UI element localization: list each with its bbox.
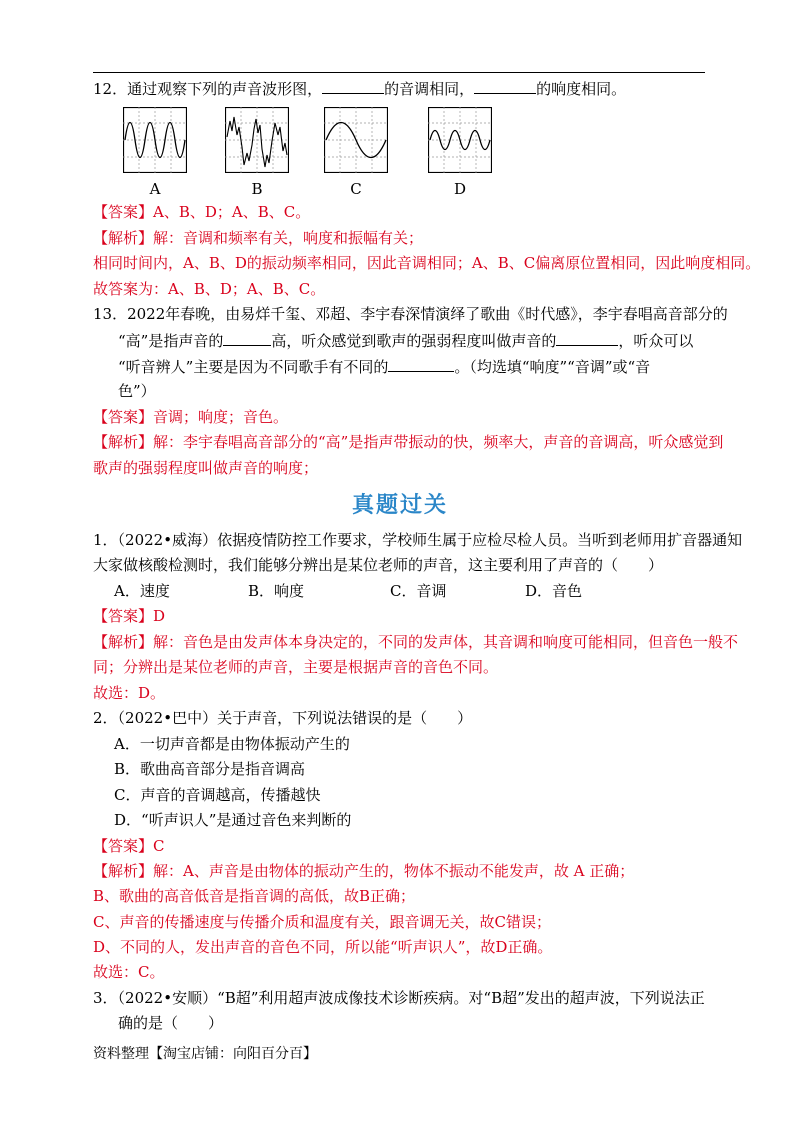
p1-line-1: 1．（2022•威海）依据疫情防控工作要求，学校师生属于应检尽检人员。当听到老师用扩音器通知	[93, 531, 743, 549]
p2-analysis-5: 故选：C。	[93, 963, 165, 981]
footer-note: 资料整理【淘宝店铺：向阳百分百】	[93, 1046, 317, 1062]
p1-line-2: 大家做核酸检测时，我们能够分辨出是某位老师的声音，这主要利用了声音的（ ）	[93, 556, 664, 574]
p2-analysis-4: D、不同的人，发出声音的音色不同，所以能“听声识人”，故D正确。	[93, 938, 553, 956]
p2-option-c: C．声音的音调越高，传播越快	[114, 786, 321, 804]
p2-option-d: D．“听声识人”是通过音色来判断的	[114, 811, 352, 829]
p2-analysis-1: 【解析】解：A、声音是由物体的振动产生的，物体不振动不能发声，故 A 正确；	[93, 862, 635, 880]
section-title: 真题过关	[351, 493, 448, 518]
p1-analysis-3: 故选：D。	[93, 684, 166, 702]
waveform-label-a: A	[149, 180, 161, 198]
waveform-label-c: C	[350, 180, 362, 198]
waveform-b	[225, 107, 289, 173]
q12-analysis-2: 相同时间内，A、B、D的振动频率相同，因此音调相同；A、B、C偏离原位置相同，因此响度相同。	[93, 254, 761, 272]
q13-line-1: 13．2022年春晚，由易烊千玺、邓超、李宇春深情演绎了歌曲《时代感》，李宇春唱高音部分的	[93, 305, 728, 323]
p2-answer: 【答案】C	[93, 837, 165, 855]
q13-analysis-1: 【解析】解：李宇春唱高音部分的“高”是指声带振动的快，频率大，声音的音调高，听众感觉到	[93, 433, 724, 451]
p1-option-c: C．音调	[390, 582, 447, 600]
waveform-label-b: B	[251, 180, 263, 198]
p2-analysis-2: B、歌曲的高音低音是指音调的高低，故B正确；	[93, 887, 416, 905]
q13-line-2: “高”是指声音的 高，听众感觉到歌声的强弱程度叫做声音的 ，听众可以	[118, 332, 694, 350]
q13-answer: 【答案】音调；响度；音色。	[93, 408, 289, 426]
p2-option-b: B．歌曲高音部分是指音调高	[114, 760, 306, 778]
p3-line-2: 确的是（ ）	[118, 1014, 224, 1032]
p3-line-1: 3．（2022•安顺）“B超”利用超声波成像技术诊断疾病。对“B超”发出的超声波，下列说法正	[93, 989, 705, 1007]
waveform-c	[324, 107, 388, 173]
p1-analysis-1: 【解析】解：音色是由发声体本身决定的，不同的发声体，其音调和响度可能相同，但音色一般不	[93, 633, 739, 651]
waveform-label-d: D	[453, 180, 467, 198]
q13-analysis-2: 歌声的强弱程度叫做声音的响度；	[93, 459, 319, 477]
p2-stem: 2．（2022•巴中）关于声音，下列说法错误的是（ ）	[93, 709, 473, 727]
p2-analysis-3: C、声音的传播速度与传播介质和温度有关，跟音调无关，故C错误；	[93, 913, 551, 931]
p1-option-a: A．速度	[114, 582, 170, 600]
q12-stem: 12．通过观察下列的声音波形图， 的音调相同， 的响度相同。	[93, 80, 627, 98]
top-rule	[93, 72, 705, 73]
q12-analysis-3: 故答案为：A、B、D；A、B、C。	[93, 280, 326, 298]
p2-option-a: A．一切声音都是由物体振动产生的	[114, 735, 350, 753]
q12-answer: 【答案】A、B、D；A、B、C。	[93, 203, 311, 221]
p1-option-d: D．音色	[525, 582, 583, 600]
p1-answer: 【答案】D	[93, 607, 166, 625]
p1-option-b: B．响度	[248, 582, 305, 600]
q12-analysis-1: 【解析】解：音调和频率有关，响度和振幅有关；	[93, 229, 424, 247]
q13-line-4: 色”）	[118, 382, 156, 400]
q13-line-3: “听音辨人”主要是因为不同歌手有不同的 。（均选填“响度”“音调”或“音	[118, 358, 651, 376]
waveform-a	[123, 107, 187, 173]
p1-analysis-2: 同；分辨出是某位老师的声音，主要是根据声音的音色不同。	[93, 658, 499, 676]
waveform-d	[428, 107, 492, 173]
